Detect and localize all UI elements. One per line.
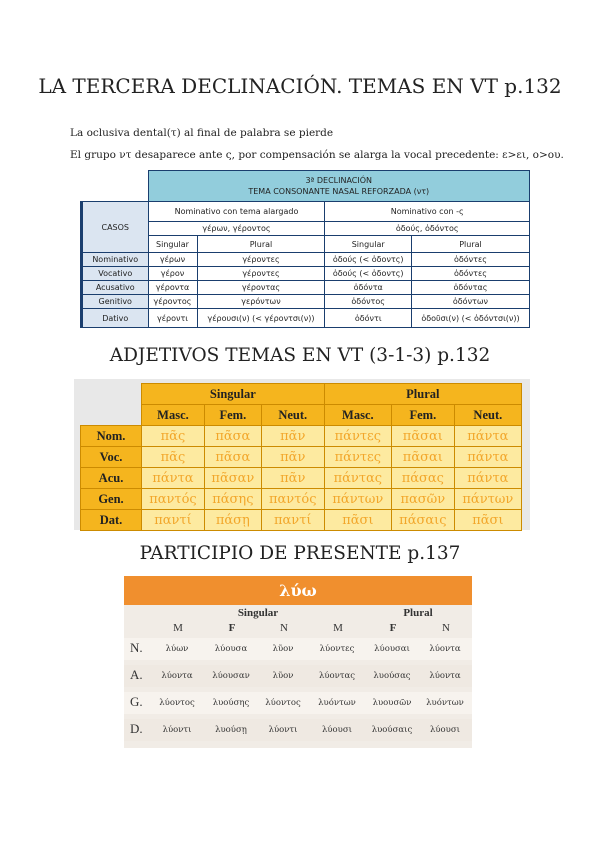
table-cell: λυούσας bbox=[373, 671, 411, 681]
group2-title: Nominativo con -ς bbox=[325, 202, 530, 222]
table-cell: ὀδούς (< ὀδοντς) bbox=[325, 267, 411, 281]
table-cell: πάντων bbox=[324, 489, 391, 510]
table-row bbox=[82, 267, 530, 281]
table-cell: γέρον bbox=[148, 267, 197, 281]
gender-header: F bbox=[389, 622, 397, 634]
table-cell: ὀδοῦσι(ν) (< ὀδόντσι(ν)) bbox=[411, 309, 529, 328]
gender-header: N bbox=[442, 622, 450, 634]
table-cell: γερόντων bbox=[197, 295, 325, 309]
table-cell: παντί bbox=[142, 510, 205, 531]
adjective-table bbox=[80, 383, 522, 531]
table-cell: ὀδούς (< ὀδοντς) bbox=[325, 253, 411, 267]
table-cell: πάντων bbox=[454, 489, 521, 510]
gender-header: M bbox=[333, 622, 343, 634]
table-cell: λύοντας bbox=[318, 671, 356, 681]
table-cell: λυόντων bbox=[426, 698, 464, 708]
group2-example: ὀδούς, ὀδόντος bbox=[325, 222, 530, 236]
table-cell: πᾶν bbox=[261, 426, 324, 447]
table-cell: ὀδόντι bbox=[325, 309, 411, 328]
table-cell: λύουσαι bbox=[374, 644, 410, 654]
table-cell: πάσας bbox=[392, 468, 455, 489]
case-label: Nom. bbox=[81, 426, 142, 447]
table-cell: πάσῃ bbox=[204, 510, 261, 531]
adjective-table-panel bbox=[74, 379, 530, 530]
table-cell: πᾶσι bbox=[454, 510, 521, 531]
table-row bbox=[81, 489, 522, 510]
table-cell: πᾶσα bbox=[204, 447, 261, 468]
gender-header: Fem. bbox=[392, 405, 455, 426]
t3-singular-header: Singular bbox=[237, 607, 279, 619]
gender-header: Fem. bbox=[204, 405, 261, 426]
gender-header: N bbox=[280, 622, 288, 634]
table1-header-line1: 3ª DECLINACIÓN bbox=[305, 176, 373, 185]
table-cell: λυούσαις bbox=[371, 725, 413, 735]
table-row bbox=[124, 719, 472, 741]
table-cell: λύοντος bbox=[265, 698, 301, 708]
t1-singular-2: Singular bbox=[325, 236, 411, 253]
table-cell: γέρων bbox=[148, 253, 197, 267]
t1-plural-2: Plural bbox=[411, 236, 529, 253]
table-row bbox=[82, 253, 530, 267]
gender-header: F bbox=[228, 622, 236, 634]
table-cell: πᾶσα bbox=[204, 426, 261, 447]
adjectives-title: ADJETIVOS TEMAS EN VT (3-1-3) p.132 bbox=[109, 345, 491, 366]
table-cell: πάντα bbox=[454, 468, 521, 489]
table-cell: παντί bbox=[261, 510, 324, 531]
table-cell: λυούσης bbox=[212, 698, 250, 708]
table-cell: πάντες bbox=[324, 426, 391, 447]
table-cell: γέροντι bbox=[148, 309, 197, 328]
table-cell: ὀδόντες bbox=[411, 267, 529, 281]
table-cell: λυόντων bbox=[318, 698, 356, 708]
case-label: Genitivo bbox=[82, 295, 149, 309]
table-cell: πᾶν bbox=[261, 468, 324, 489]
t2-plural-header: Plural bbox=[324, 384, 521, 405]
table-cell: λύοντι bbox=[268, 725, 298, 735]
table-cell: γέρουσι(ν) (< γέροντσι(ν)) bbox=[197, 309, 325, 328]
case-label: Gen. bbox=[81, 489, 142, 510]
table-cell: λύων bbox=[165, 644, 189, 654]
case-label: G. bbox=[130, 694, 143, 709]
participle-title: PARTICIPIO DE PRESENTE p.137 bbox=[139, 543, 461, 564]
case-label: A. bbox=[130, 667, 143, 682]
case-label: Voc. bbox=[81, 447, 142, 468]
table-cell: πᾶν bbox=[261, 447, 324, 468]
table-cell: πᾶς bbox=[142, 447, 205, 468]
table1-header-line2: TEMA CONSONANTE NASAL REFORZADA (ντ) bbox=[248, 187, 430, 196]
table-cell: πάντας bbox=[324, 468, 391, 489]
table-cell: παντός bbox=[261, 489, 324, 510]
group1-title: Nominativo con tema alargado bbox=[148, 202, 325, 222]
table-cell: πᾶσαι bbox=[392, 426, 455, 447]
table-cell: πᾶσαι bbox=[392, 447, 455, 468]
page-title: LA TERCERA DECLINACIÓN. TEMAS EN VT p.132 bbox=[38, 74, 562, 98]
table-cell: λύουσαν bbox=[212, 671, 250, 681]
table-cell: πάντα bbox=[454, 426, 521, 447]
case-label: N. bbox=[130, 640, 143, 655]
table-cell: λύοντος bbox=[159, 698, 195, 708]
table-cell: λῦον bbox=[272, 671, 294, 681]
table-cell: πάσης bbox=[204, 489, 261, 510]
gender-header: M bbox=[173, 622, 183, 634]
table-cell: λύοντα bbox=[429, 671, 461, 681]
gender-header: Masc. bbox=[324, 405, 391, 426]
casos-label: CASOS bbox=[82, 202, 149, 253]
table-row bbox=[124, 665, 472, 687]
t1-plural-1: Plural bbox=[197, 236, 325, 253]
table-row bbox=[81, 510, 522, 531]
table-cell: λύοντα bbox=[161, 671, 193, 681]
case-label: Acusativo bbox=[82, 281, 149, 295]
case-label: Nominativo bbox=[82, 253, 149, 267]
table-row bbox=[82, 281, 530, 295]
note-dental: La oclusiva dental(τ) al final de palabra se pierde bbox=[70, 127, 334, 139]
gender-header: Masc. bbox=[142, 405, 205, 426]
t2-singular-header: Singular bbox=[142, 384, 325, 405]
table-cell: πᾶσαν bbox=[204, 468, 261, 489]
table-cell: ὀδόντος bbox=[325, 295, 411, 309]
table-cell: λύουσι bbox=[322, 725, 352, 735]
table-cell: λύοντες bbox=[319, 644, 355, 654]
table-cell: γέροντος bbox=[148, 295, 197, 309]
table-cell: πάσαις bbox=[392, 510, 455, 531]
gender-header: Neut. bbox=[261, 405, 324, 426]
table-row bbox=[81, 468, 522, 489]
t1-singular-1: Singular bbox=[148, 236, 197, 253]
participle-banner: λύω bbox=[124, 576, 472, 605]
t3-plural-header: Plural bbox=[403, 607, 433, 619]
declension-table bbox=[80, 170, 530, 328]
table-cell: πασῶν bbox=[392, 489, 455, 510]
table-cell: λῦον bbox=[272, 644, 294, 654]
table-row bbox=[124, 638, 472, 660]
table-cell: λυουσῶν bbox=[372, 698, 412, 708]
table-cell: πᾶς bbox=[142, 426, 205, 447]
table-cell: γέροντες bbox=[197, 267, 325, 281]
table-row bbox=[82, 295, 530, 309]
table-cell: λύουσα bbox=[214, 644, 248, 654]
group1-example: γέρων, γέροντος bbox=[148, 222, 325, 236]
table-cell: ὀδόντες bbox=[411, 253, 529, 267]
table-cell: ὀδόντας bbox=[411, 281, 529, 295]
table-cell: πάντα bbox=[454, 447, 521, 468]
table-cell: λυούσῃ bbox=[215, 725, 247, 735]
case-label: Acu. bbox=[81, 468, 142, 489]
table-row bbox=[81, 447, 522, 468]
participle-panel bbox=[124, 576, 472, 748]
case-label: Dativo bbox=[82, 309, 149, 328]
table-cell: λύουσι bbox=[430, 725, 460, 735]
table-cell: λύοντι bbox=[162, 725, 192, 735]
table-cell: πάντα bbox=[142, 468, 205, 489]
table-cell: πᾶσι bbox=[324, 510, 391, 531]
table-cell: γέροντα bbox=[148, 281, 197, 295]
table-row bbox=[81, 426, 522, 447]
table-row bbox=[124, 692, 472, 714]
table-cell: γέροντας bbox=[197, 281, 325, 295]
table-cell: γέροντες bbox=[197, 253, 325, 267]
case-label: Dat. bbox=[81, 510, 142, 531]
table-row bbox=[82, 309, 530, 328]
table-cell: ὀδόντων bbox=[411, 295, 529, 309]
gender-header: Neut. bbox=[454, 405, 521, 426]
case-label: Vocativo bbox=[82, 267, 149, 281]
note-nt-group: El grupo ντ desaparece ante ς, por compensación se alarga la vocal precedente: ε>ει, ο>ου. bbox=[70, 149, 564, 161]
table-cell: ὀδόντα bbox=[325, 281, 411, 295]
table-cell: παντός bbox=[142, 489, 205, 510]
table1-header bbox=[148, 171, 530, 202]
case-label: D. bbox=[130, 721, 143, 736]
table-cell: λύοντα bbox=[429, 644, 461, 654]
table-cell: πάντες bbox=[324, 447, 391, 468]
